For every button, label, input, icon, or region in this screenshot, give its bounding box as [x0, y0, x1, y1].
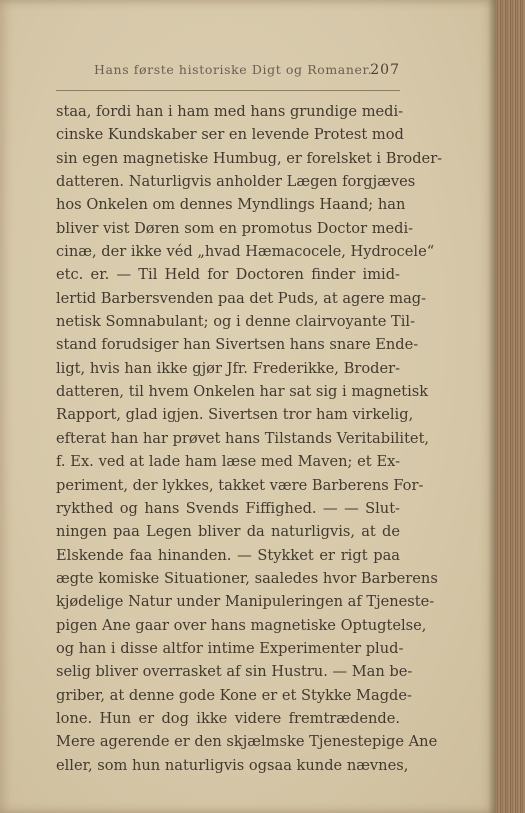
text-line: etc. er. — Til Held for Doctoren finder imid- — [56, 266, 400, 284]
text-line: ningen paa Legen bliver da naturligvis, at de — [56, 523, 400, 541]
text-line: staa, fordi han i ham med hans grundige medi- — [56, 103, 404, 120]
text-line: og han i disse altfor intime Experimenter plud- — [56, 639, 404, 657]
text-line: datteren, til hvem Onkelen har sat sig i magnetisk — [56, 383, 429, 401]
text-line: kjødelige Natur under Manipuleringen af Tjeneste- — [56, 593, 435, 611]
text-line: f. Ex. ved at lade ham læse med Maven; et Ex- — [56, 453, 400, 471]
text-line: periment, der lykkes, takket være Barberens For- — [56, 476, 424, 494]
text-line: cinæ, der ikke véd „hvad Hæmacocele, Hydrocele“ — [56, 243, 435, 261]
text-line: Elskende faa hinanden. — Stykket er rigt paa — [56, 546, 400, 564]
text-line: pigen Ane gaar over hans magnetiske Optugtelse, — [56, 616, 427, 634]
text-line: stand forudsiger han Sivertsen hans snare Ende- — [56, 336, 419, 354]
book-page-edges — [496, 0, 525, 813]
text-line: Mere agerende er den skjælmske Tjenestepige Ane — [56, 733, 438, 751]
page-header — [56, 62, 400, 84]
text-line: lertid Barbersvenden paa det Puds, at agere mag- — [56, 289, 427, 307]
page-number: 207 — [370, 62, 400, 78]
text-line: hos Onkelen om dennes Myndlings Haand; han — [56, 196, 406, 214]
running-title: Hans første historiske Digt og Romaner. — [94, 62, 373, 77]
text-line: cinske Kundskaber ser en levende Protest mod — [56, 126, 404, 144]
text-line: efterat han har prøvet hans Tilstands Veritabilitet, — [56, 429, 430, 447]
text-line: bliver vist Døren som en promotus Doctor medi- — [56, 219, 414, 237]
text-line: rykthed og hans Svends Fiffighed. — — Slut- — [56, 499, 400, 517]
body-text — [56, 100, 443, 777]
text-line: selig bliver overrasket af sin Hustru. — Man be- — [56, 663, 413, 681]
text-line: Rapport, glad igjen. Sivertsen tror ham virkelig, — [56, 406, 414, 424]
text-line: netisk Somnabulant; og i denne clairvoyante Til- — [56, 313, 416, 331]
text-line: ægte komiske Situationer, saaledes hvor Barberens — [56, 569, 438, 587]
text-line: griber, at denne gode Kone er et Stykke Magde- — [56, 686, 412, 704]
text-line: eller, som hun naturligvis ogsaa kunde nævnes, — [56, 756, 409, 774]
text-line: ligt, hvis han ikke gjør Jfr. Frederikke, Broder- — [56, 359, 400, 377]
header-rule — [56, 90, 400, 91]
text-line: datteren. Naturligvis anholder Lægen forgjæves — [56, 173, 416, 191]
text-line: sin egen magnetiske Humbug, er forelsket i Broder- — [56, 149, 443, 167]
text-line: lone. Hun er dog ikke videre fremtrædende. — [56, 709, 400, 727]
